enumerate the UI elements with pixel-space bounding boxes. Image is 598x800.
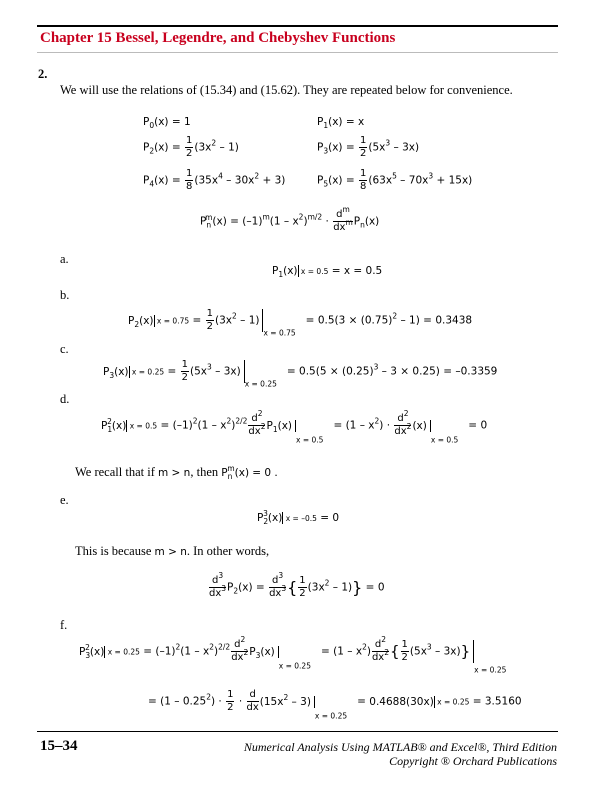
part-label-b: b.: [60, 288, 70, 302]
equation-part-e: $P_2^3(x) x = -0.5 = 0$: [257, 509, 340, 526]
top-rule: [37, 25, 558, 27]
copyright: Copyright ® Orchard Publications: [389, 754, 557, 768]
equation-p0: $P_0(x) = 1$: [143, 116, 191, 130]
result-a: 0.5: [365, 265, 383, 277]
result-f: 3.5160: [484, 695, 522, 708]
equation-p1: $P_1(x) = x$: [317, 116, 365, 130]
equation-p2: $P_2(x)$ = $\frac{1}{2}$ $(3x^2 - 1)$: [143, 135, 239, 159]
book-title: Numerical Analysis Using MATLAB® and Excel®, Third Edition: [243, 740, 557, 754]
part-label-a: a.: [60, 252, 69, 266]
problem-intro: We will use the relations of (15.34) and (15.62). They are repeated below for convenience.: [60, 83, 513, 97]
result-d: 0: [480, 419, 488, 432]
equation-part-f-line1: $P_3^2(x) x = 0.25 = (-1)^2(1 - x^2)^{2/2}$ $\frac{d^2}{dx^2}$ $P_3(x)_{x = 0.25} = (1 - x^2)$ $\frac{d^2}{dx^2}$ { $\frac{1}{2}$ $(5x^3 - 3x)\}_{x = 0.25}$: [79, 635, 507, 675]
footer-rule: [37, 731, 558, 732]
equation-part-b: $P_2(x) x = 0.75$ = $\frac{1}{2}$ $(3x^2 - 1)_{x = 0.75} = 0.5(3 \times (0.75)^2 - 1) = 0.3438$: [128, 308, 473, 338]
problem-number: 2.: [38, 67, 48, 81]
equation-associated-legendre: $P_n^m(x) = (-1)^m(1 - x^2)^{m/2}$ · $\frac{d^m}{dx^m}$ $P_n(x)$: [200, 205, 380, 233]
equation-p3: $P_3(x)$ = $\frac{1}{2}$ $(5x^3 - 3x)$: [317, 135, 420, 159]
because-statement: This is because m > n. In other words,: [75, 544, 270, 558]
part-label-c: c.: [60, 342, 69, 356]
page-number: 15–34: [40, 738, 78, 754]
equation-part-f-line2: = $(1 - 0.25^2)$ · $\frac{1}{2}$ · $\frac{d}{dx}$ $(15x^2 - 3)_{x = 0.25} = 0.4688(30x) x = 0.25 = 3.5160$: [148, 689, 522, 721]
equation-derivative-identity: $\frac{d^3}{dx^3}$ $P_2(x)$ = $\frac{d^3}{dx^3}$ { $\frac{1}{2}$ $(3x^2 - 1)\} = 0$: [209, 571, 385, 599]
chapter-title: Chapter 15 Bessel, Legendre, and Chebyshev Functions: [40, 30, 396, 46]
recall-statement: We recall that if m > n, then $P_n^m(x) = 0$ .: [75, 464, 278, 481]
equation-p4: $P_4(x)$ = $\frac{1}{8}$ $(35x^4 - 30x^2 + 3)$: [143, 168, 286, 192]
equation-p5: $P_5(x)$ = $\frac{1}{8}$ $(63x^5 - 70x^3 + 15x)$: [317, 168, 473, 192]
result-c: –0.3359: [455, 365, 498, 378]
part-label-e: e.: [60, 493, 69, 507]
result-e: 0: [332, 512, 340, 524]
result-e-identity: 0: [377, 581, 385, 594]
equation-part-d: $P_1^2(x) x = 0.5 = (-1)^2(1 - x^2)^{2/2}$ $\frac{d^2}{dx^2}$ $P_1(x)_{x = 0.5} = (1 - x^2)$ · $\frac{d^2}{dx^2}$ $(x)_{x = 0.5} = 0$: [101, 409, 488, 445]
result-b: 0.3438: [435, 314, 473, 327]
part-label-f: f.: [60, 618, 68, 632]
header-rule: [37, 52, 558, 53]
equation-part-c: $P_3(x) x = 0.25$ = $\frac{1}{2}$ $(5x^3 - 3x)_{x = 0.25} = 0.5(5 \times (0.25)^3 - 3 \times 0.25) = -0.3359$: [103, 359, 498, 389]
part-label-d: d.: [60, 392, 70, 406]
equation-part-a: $P_1(x) x = 0.5 = x = 0.5$: [272, 265, 383, 279]
